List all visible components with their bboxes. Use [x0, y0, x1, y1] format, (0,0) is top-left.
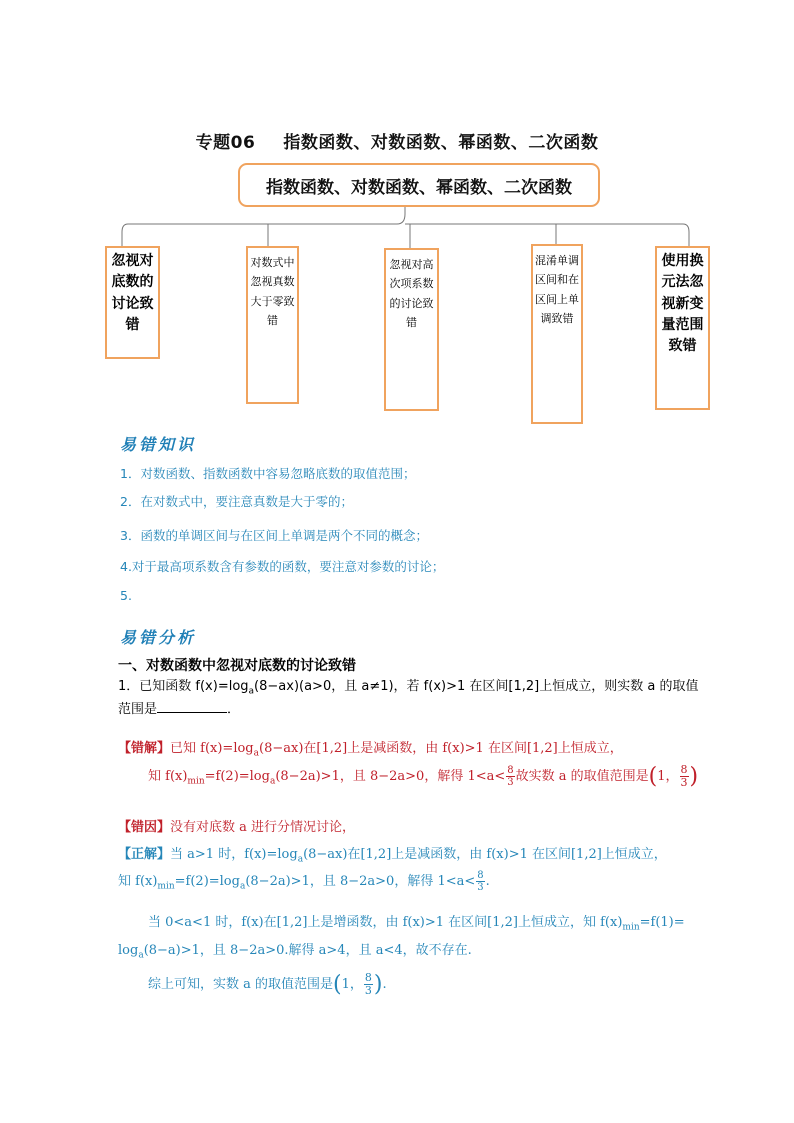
- section-1-heading: 一、对数函数中忽视对底数的讨论致错: [118, 658, 356, 674]
- knowledge-item-4: 4.对于最高项系数含有参数的函数，要注意对参数的讨论；: [120, 559, 445, 574]
- analysis-heading: 易错分析: [120, 628, 197, 647]
- question-1-line-1: 1．已知函数 $f(x)=\log_a(8-ax)(a>0$，且 a≠1)，若 f(x)>1 在区间[1,2]上恒成立，则实数 a 的取值: [118, 679, 699, 697]
- title-main: 指数函数、对数函数、幂函数、二次函数: [283, 133, 599, 153]
- diagram-branch-1: 忽视对底数的讨论致错: [105, 246, 160, 359]
- diagram-branch-3: 忽视对高次项系数的讨论致错: [384, 248, 439, 411]
- fraction-8-3: $\frac{8}{3}$: [507, 765, 514, 788]
- knowledge-item-2: 2．在对数式中，要注意真数是大于零的；: [120, 494, 353, 509]
- diagram-root-box: 指数函数、对数函数、幂函数、二次函数: [238, 163, 600, 207]
- correct-solution-line-1: 【正解】当 a>1 时，$f(x)=\log_a(8-ax)$在[1,2]上是减函数，由 f(x)>1 在区间[1,2]上恒成立，: [118, 847, 667, 865]
- correct-solution-conclusion: 综上可知，实数 a 的取值范围是(1， $\frac{8}{3}$ ).: [148, 971, 387, 997]
- correct-solution-line-2: 知 $f(x)_{min}=f(2)=\log_a(8-2a)>1$，且 8−2a>0，解得 1<a< $\frac{8}{3}$ .: [118, 870, 490, 893]
- knowledge-item-3: 3．函数的单调区间与在区间上单调是两个不同的概念；: [120, 528, 428, 543]
- diagram-branch-5: 使用换元法忽视新变量范围致错: [655, 246, 710, 410]
- wrong-solution-line-2: 知 $f(x)_{min}=f(2)=\log_a(8-2a)>1$，且 8−2a>0，解得 1<a< $\frac{8}{3}$ 故实数 a 的取值范围是(1， $\frac{8}{3}$ ): [148, 763, 699, 789]
- title-prefix: 专题06: [195, 133, 256, 153]
- diagram-connector-lines: [0, 0, 794, 260]
- diagram-branch-2: 对数式中忽视真数大于零致错: [246, 246, 299, 404]
- fraction-8-3: $\frac{8}{3}$: [680, 763, 688, 789]
- wrong-reason: 【错因】没有对底数 a 进行分情况讨论，: [118, 820, 356, 835]
- answer-blank: [157, 700, 227, 713]
- correct-solution-line-4: $\log_a(8-a)>1$，且 8−2a>0.解得 a>4，且 a<4，故不存在.: [118, 943, 472, 961]
- wrong-solution-line-1: 【错解】已知 $f(x)=\log_a(8-ax)$在[1,2]上是减函数，由 f(x)>1 在区间[1,2]上恒成立，: [118, 741, 623, 759]
- question-1-line-2: 范围是 ．: [118, 702, 241, 717]
- fraction-8-3: $\frac{8}{3}$: [477, 870, 484, 893]
- knowledge-item-1: 1．对数函数、指数函数中容易忽略底数的取值范围；: [120, 466, 416, 481]
- knowledge-item-5: 5.: [120, 588, 132, 603]
- correct-solution-line-3: 当 0<a<1 时，f(x)在[1,2]上是增函数，由 f(x)>1 在区间[1,2]上恒成立，知 $f(x)_{min}=f(1)=$: [148, 915, 685, 933]
- fraction-8-3: $\frac{8}{3}$: [364, 971, 372, 997]
- diagram-branch-4: 混淆单调区间和在区间上单调致错: [531, 244, 583, 424]
- knowledge-heading: 易错知识: [120, 435, 197, 454]
